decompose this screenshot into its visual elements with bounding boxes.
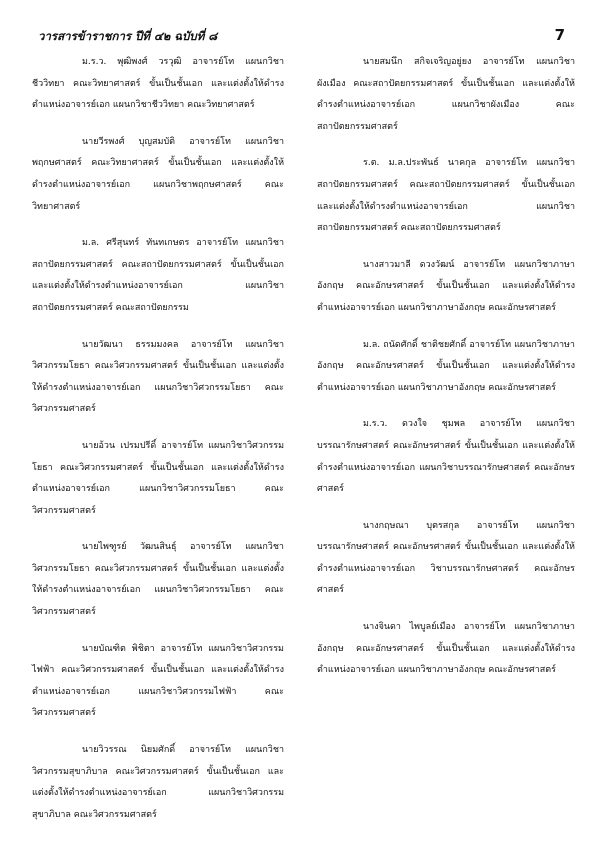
appointment-entry: นายอ้วน เปรมปรีดิ์ อาจารย์โท แผนกวิชาวิศวกรรมโยธา คณะวิศวกรรมศาสตร์ ขั้นเป็นชั้นเอก และแต่งตั้งให้ดำรงตำแหน่งอาจารย์เอก แผนกวิชาวิศวกรรมโยธา คณะวิศวกรรมศาสตร์ [32, 440, 284, 516]
appointment-entry: นางสาวมาลี ดวงวัฒน์ อาจารย์โท แผนกวิชาภาษาอังกฤษ คณะอักษรศาสตร์ ขั้นเป็นชั้นเอก และแต่งตั้งให้ดำรงตำแหน่งอาจารย์เอก แผนกวิชาภาษาอังกฤษ คณะอักษรศาสตร์ [317, 259, 575, 313]
journal-title: วารสารข้าราชการ ปีที่ ๔๒ ฉบับที่ ๘ [38, 29, 218, 43]
appointment-entry: นางจินดา ไพบูลย์เมือง อาจารย์โท แผนกวิชาภาษาอังกฤษ คณะอักษรศาสตร์ ขั้นเป็นชั้นเอก และแต่งตั้งให้ดำรงตำแหน่งอาจารย์เอก แผนกวิชาภาษาอังกฤษ คณะอักษรศาสตร์ [317, 622, 575, 676]
appointment-entry: นางกฤษณา บุตรสกุล อาจารย์โท แผนกวิชาบรรณารักษศาสตร์ คณะอักษรศาสตร์ ขั้นเป็นชั้นเอก และแต่งตั้งให้ดำรงตำแหน่งอาจารย์เอก วิชาบรรณารักษศาสตร์ คณะอักษรศาสตร์ [317, 520, 575, 596]
appointment-entry: ม.ร.ว. ดวงใจ ชุมพล อาจารย์โท แผนกวิชาบรรณารักษศาสตร์ คณะอักษรศาสตร์ ขั้นเป็นชั้นเอก และแต่งตั้งให้ดำรงตำแหน่งอาจารย์เอก แผนกวิชาบรรณารักษศาสตร์ คณะอักษรศาสตร์ [317, 419, 575, 495]
appointment-entry: ม.ล. ศรีสุนทร์ ทันทเกษตร อาจารย์โท แผนกวิชาสถาปัตยกรรมศาสตร์ คณะสถาปัตยกรรมศาสตร์ ขั้นเป็นชั้นเอก และแต่งตั้งให้ดำรงตำแหน่งอาจารย์เอก แผนกวิชาสถาปัตยกรรมศาสตร์ คณะสถาปัตยกรรม [32, 238, 284, 313]
appointment-entry: ร.ต. ม.ล.ประพันธ์ นาคกุล อาจารย์โท แผนกวิชาสถาปัตยกรรมศาสตร์ คณะสถาปัตยกรรมศาสตร์ ขั้นเป็นชั้นเอก และแต่งตั้งให้ดำรงตำแหน่งอาจารย์เอก แผนกวิชาสถาปัตยกรรมศาสตร์ คณะสถาปัตยกรรมศาสตร์ [317, 158, 575, 234]
appointment-entry: ม.ล. ถนัดศักดิ์ ชาติชยศักดิ์ อาจารย์โท แผนกวิชาภาษาอังกฤษ คณะอักษรศาสตร์ ขั้นเป็นชั้นเอก และแต่งตั้งให้ดำรงตำแหน่งอาจารย์เอก แผนกวิชาภาษาอังกฤษ คณะอักษรศาสตร์ [317, 339, 575, 393]
appointment-entry: นายบัณฑิต พิชิตา อาจารย์โท แผนกวิชาวิศวกรรมไฟฟ้า คณะวิศวกรรมศาสตร์ ขั้นเป็นชั้นเอก และแต่งตั้งให้ดำรงตำแหน่งอาจารย์เอก แผนกวิชาวิศวกรรมไฟฟ้า คณะวิศวกรรมศาสตร์ [32, 643, 284, 719]
appointment-entry: ม.ร.ว. พุฒิพงศ์ วรวุฒิ อาจารย์โท แผนกวิชาชีววิทยา คณะวิทยาศาสตร์ ขั้นเป็นชั้นเอก และแต่งตั้งให้ดำรงตำแหน่งอาจารย์เอก แผนกวิชาชีววิทยา คณะวิทยาศาสตร์ [32, 57, 284, 111]
page-number: 7 [554, 26, 565, 44]
appointment-entry: นายวีรพงศ์ บุญสมบัติ อาจารย์โท แผนกวิชาพฤกษศาสตร์ คณะวิทยาศาสตร์ ขั้นเป็นชั้นเอก และแต่งตั้งให้ดำรงตำแหน่งอาจารย์เอก แผนกวิชาพฤกษศาสตร์ คณะวิทยาศาสตร์ [32, 136, 284, 212]
appointment-entry: นายไพฑูรย์ วัฒนสินธุ์ อาจารย์โท แผนกวิชาวิศวกรรมโยธา คณะวิศวกรรมศาสตร์ ขั้นเป็นชั้นเอก และแต่งตั้งให้ดำรงตำแหน่งอาจารย์เอก แผนกวิชาวิศวกรรมโยธา คณะวิศวกรรมศาสตร์ [32, 542, 284, 618]
right-column [317, 52, 575, 697]
appointment-entry: นายวิวรรณ นิยมศักดิ์ อาจารย์โท แผนกวิชาวิศวกรรมสุขาภิบาล คณะวิศวกรรมศาสตร์ ขั้นเป็นชั้นเอก และแต่งตั้งให้ดำรงตำแหน่งอาจารย์เอก แผนกวิชาวิศวกรรมสุขาภิบาล คณะวิศวกรรมศาสตร์ [32, 745, 284, 820]
appointment-entry: นายสมนึก สกิจเจริญอยู่ยง อาจารย์โท แผนกวิชาผังเมือง คณะสถาปัตยกรรมศาสตร์ ขั้นเป็นชั้นเอก และแต่งตั้งให้ดำรงตำแหน่งอาจารย์เอก แผนกวิชาผังเมือง คณะสถาปัตยกรรมศาสตร์ [317, 57, 575, 132]
page-header [38, 28, 565, 44]
left-column [32, 52, 284, 841]
appointment-entry: นายวัฒนา ธรรมมงคล อาจารย์โท แผนกวิชาวิศวกรรมโยธา คณะวิศวกรรมศาสตร์ ขั้นเป็นชั้นเอก และแต่งตั้งให้ดำรงตำแหน่งอาจารย์เอก แผนกวิชาวิศวกรรมโยธา คณะวิศวกรรมศาสตร์ [32, 339, 284, 415]
